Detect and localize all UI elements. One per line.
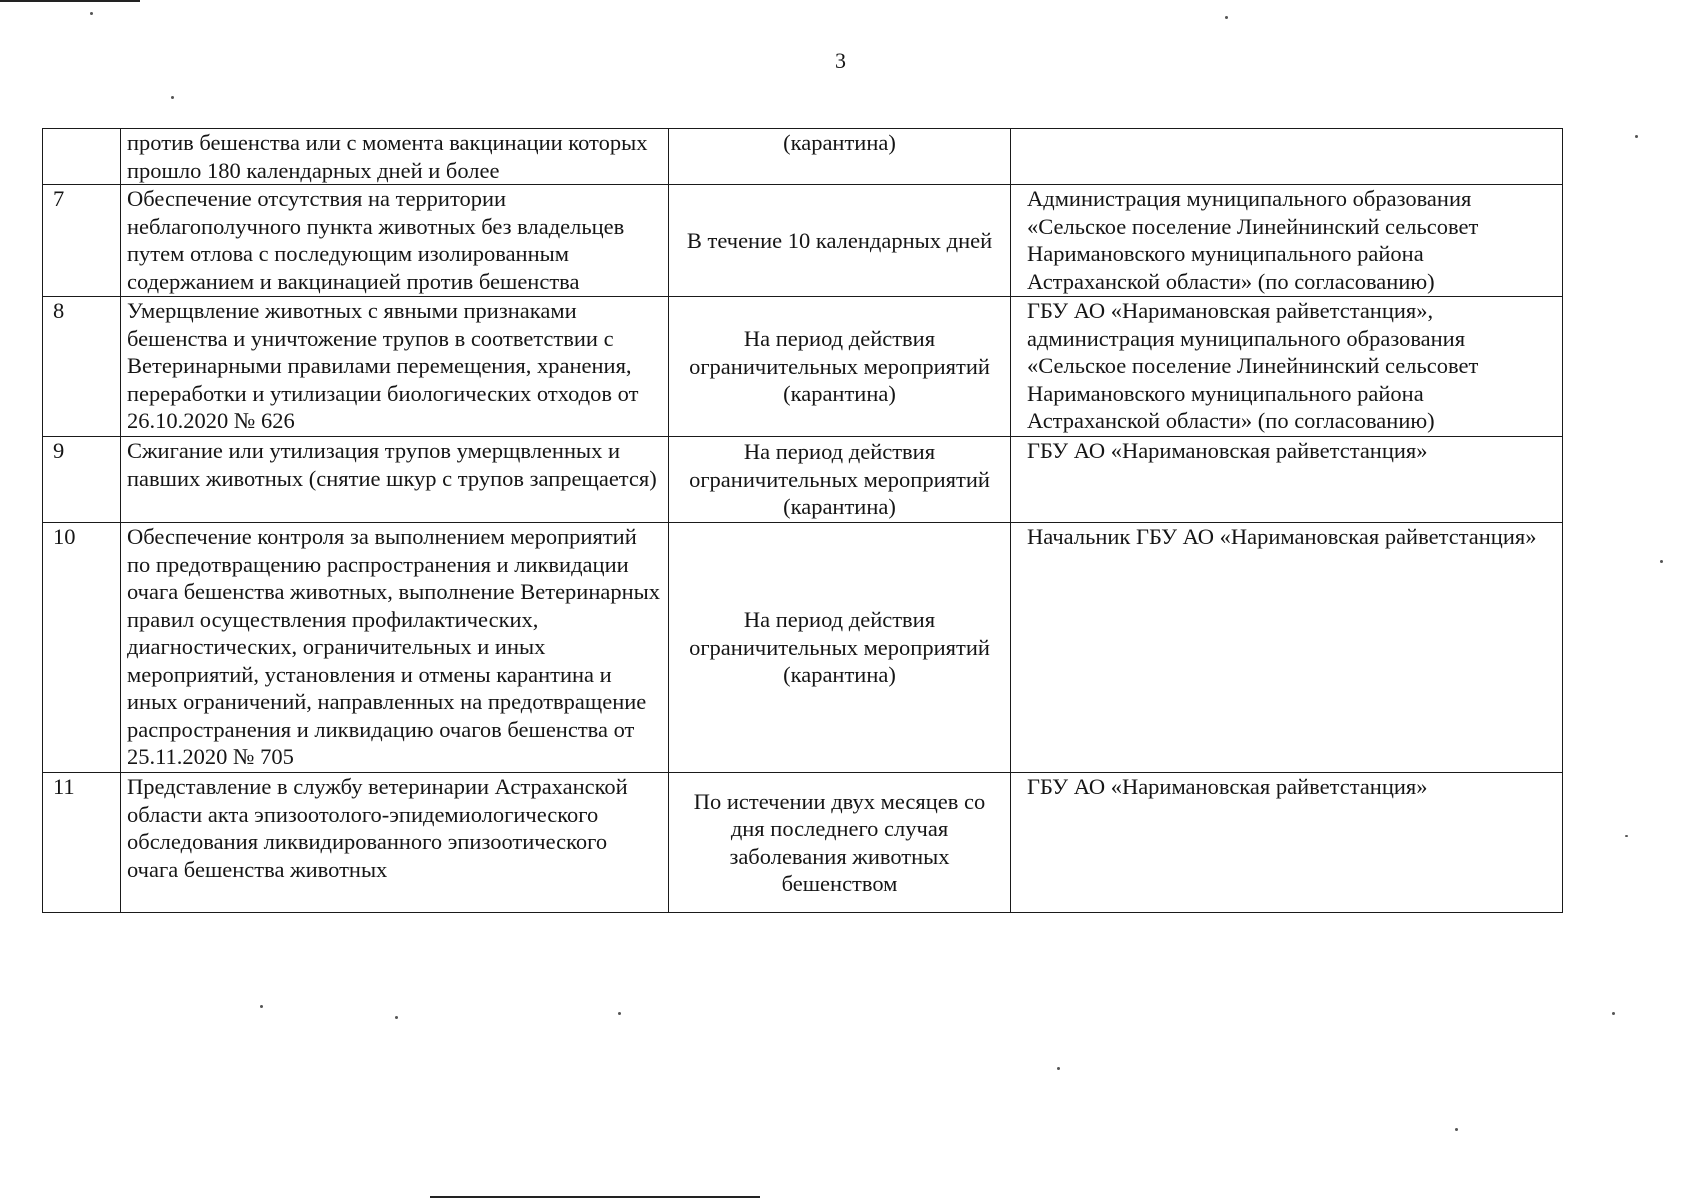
period-cell: На период действия ограничительных мероприятий (карантина) <box>669 523 1011 773</box>
period-cell: На период действия ограничительных мероприятий (карантина) <box>669 437 1011 523</box>
measure-cell: Обеспечение контроля за выполнением мероприятий по предотвращению распространения и ликвидации очага бешенства животных, выполнение Ветеринарных правил осуществления профилактических, диагностических, ограничительных и иных мероприятий, установления и отмены карантина и иных ограничений, направленных на предотвращение распространения и ликвидацию очагов бешенства от 25.11.2020 № 705 <box>121 523 669 773</box>
table-row <box>43 437 1563 523</box>
responsible-cell: Администрация муниципального образования «Сельское поселение Линейнинский сельсовет Наримановского муниципального района Астраханской области» (по согласованию) <box>1011 185 1563 297</box>
scan-speck <box>618 1012 621 1015</box>
scan-speck <box>1057 1067 1060 1070</box>
scan-speck <box>1635 135 1638 138</box>
table-row <box>43 523 1563 773</box>
period-cell: На период действия ограничительных мероприятий (карантина) <box>669 297 1011 437</box>
row-number: 7 <box>43 185 121 297</box>
row-number: 10 <box>43 523 121 773</box>
page-number: 3 <box>835 48 846 73</box>
scan-speck <box>171 96 174 99</box>
measure-cell: против бешенства или с момента вакцинации которых прошло 180 календарных дней и более <box>121 129 669 185</box>
responsible-cell <box>1011 129 1563 185</box>
scan-speck <box>395 1016 398 1019</box>
table-row <box>43 297 1563 437</box>
table-row <box>43 129 1563 185</box>
row-number: 8 <box>43 297 121 437</box>
measure-cell: Обеспечение отсутствия на территории неблагополучного пункта животных без владельцев путем отлова с последующим изолированным содержанием и вакцинацией против бешенства <box>121 185 669 297</box>
measure-cell: Умерщвление животных с явными признаками бешенства и уничтожение трупов в соответствии с Ветеринарными правилами перемещения, хранения, переработки и утилизации биологических отходов от 26.10.2020 № 626 <box>121 297 669 437</box>
period-cell: По истечении двух месяцев со дня последнего случая заболевания животных бешенством <box>669 773 1011 913</box>
scan-edge-top <box>0 0 140 2</box>
period-cell: (карантина) <box>669 129 1011 185</box>
scan-speck <box>1625 835 1628 837</box>
scan-speck <box>90 12 93 15</box>
measure-cell: Сжигание или утилизация трупов умерщвленных и павших животных (снятие шкур с трупов запрещается) <box>121 437 669 523</box>
table-row <box>43 185 1563 297</box>
scan-speck <box>260 1005 263 1008</box>
scan-speck <box>1660 560 1663 563</box>
measures-table <box>42 128 1563 913</box>
row-number: 11 <box>43 773 121 913</box>
table-row <box>43 773 1563 913</box>
responsible-cell: Начальник ГБУ АО «Наримановская райветстанция» <box>1011 523 1563 773</box>
responsible-cell: ГБУ АО «Наримановская райветстанция» <box>1011 437 1563 523</box>
responsible-cell: ГБУ АО «Наримановская райветстанция» <box>1011 773 1563 913</box>
scan-speck <box>1612 1012 1615 1015</box>
period-cell: В течение 10 календарных дней <box>669 185 1011 297</box>
responsible-cell: ГБУ АО «Наримановская райветстанция», администрация муниципального образования «Сельское поселение Линейнинский сельсовет Наримановского муниципального района Астраханской области» (по согласованию) <box>1011 297 1563 437</box>
scan-edge-bottom <box>430 1196 760 1198</box>
measure-cell: Представление в службу ветеринарии Астраханской области акта эпизоотолого-эпидемиологического обследования ликвидированного эпизоотического очага бешенства животных <box>121 773 669 913</box>
row-number: 9 <box>43 437 121 523</box>
scan-speck <box>1225 16 1228 19</box>
scan-speck <box>1455 1128 1458 1131</box>
row-number <box>43 129 121 185</box>
